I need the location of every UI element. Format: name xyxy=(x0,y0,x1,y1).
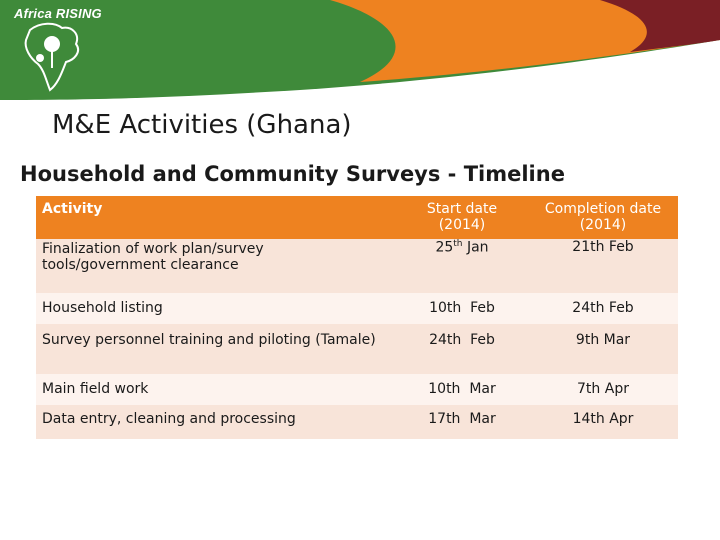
activity-cell: Survey personnel training and piloting (Tamale) xyxy=(36,324,396,374)
start-date-cell: 17th Mar xyxy=(396,405,528,439)
completion-date-cell: 24th Feb xyxy=(528,293,678,324)
activity-cell: Finalization of work plan/survey tools/government clearance xyxy=(36,239,396,293)
page-title: M&E Activities (Ghana) xyxy=(52,110,352,140)
activity-cell: Main field work xyxy=(36,374,396,405)
completion-date-cell: 21th Feb xyxy=(528,239,678,293)
completion-date-cell: 7th Apr xyxy=(528,374,678,405)
start-date-cell: 10th Mar xyxy=(396,374,528,405)
completion-date-cell: 9th Mar xyxy=(528,324,678,374)
completion-date-cell: 14th Apr xyxy=(528,405,678,439)
page-subtitle: Household and Community Surveys - Timeline xyxy=(20,162,565,186)
start-date-cell: 25th Jan xyxy=(396,239,528,293)
timeline-table xyxy=(36,196,678,439)
table-row xyxy=(36,405,678,439)
header-completion-date: Completion date (2014) xyxy=(528,196,678,239)
africa-rising-logo xyxy=(0,0,110,100)
table-header-row xyxy=(36,196,678,239)
activity-cell: Data entry, cleaning and processing xyxy=(36,405,396,439)
start-date-cell: 24th Feb xyxy=(396,324,528,374)
header-start-date: Start date (2014) xyxy=(396,196,528,239)
table-row xyxy=(36,374,678,405)
table-row xyxy=(36,324,678,374)
header-activity: Activity xyxy=(36,196,396,239)
start-date-cell: 10th Feb xyxy=(396,293,528,324)
table-row xyxy=(36,293,678,324)
table-row xyxy=(36,239,678,293)
logo-text: Africa RISING xyxy=(14,6,102,21)
activity-cell: Household listing xyxy=(36,293,396,324)
